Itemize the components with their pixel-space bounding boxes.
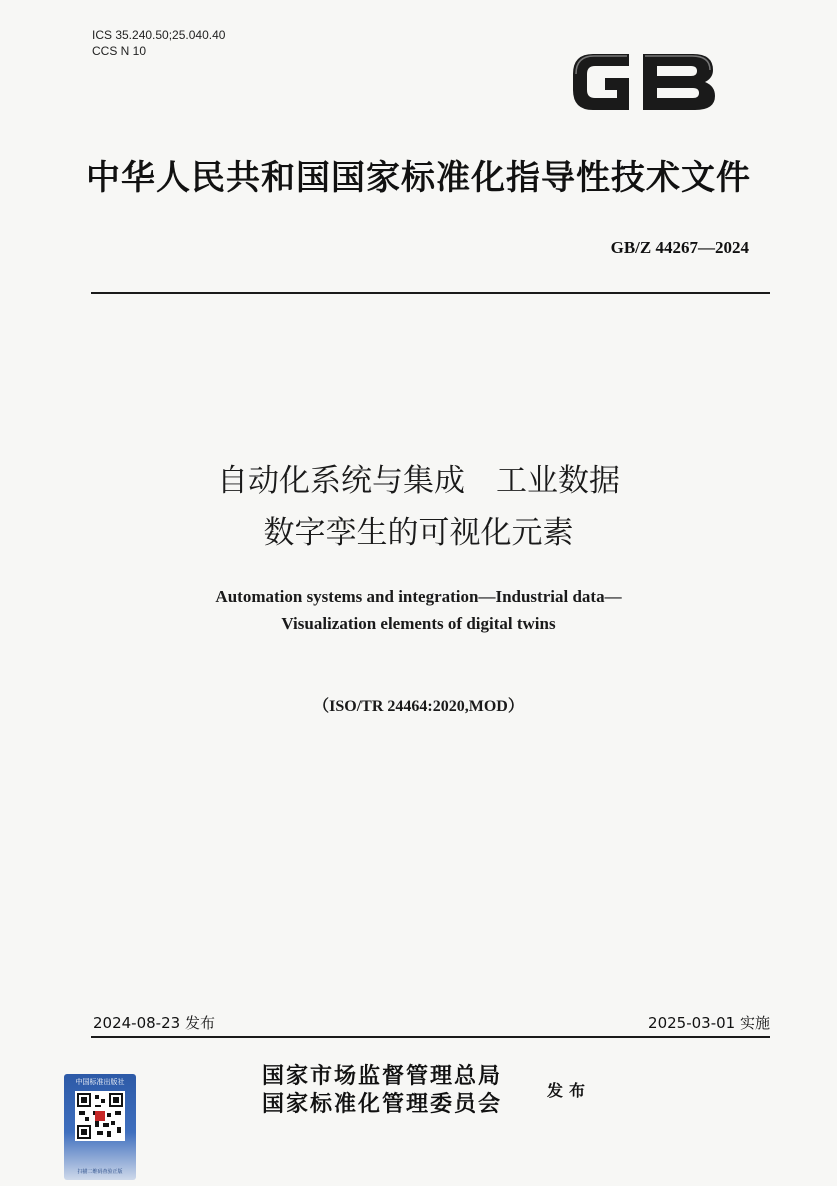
- bottom-divider: [91, 1036, 770, 1038]
- chinese-title-line-1: 自动化系统与集成 工业数据: [217, 463, 620, 499]
- standard-number: GB/Z 44267—2024: [610, 238, 749, 257]
- english-title-line-1: Automation systems and integration—Industrial data—: [215, 587, 622, 606]
- ccs-code: CCS N 10: [92, 44, 147, 58]
- authority-sac: 国家标准化管理委员会: [262, 1092, 503, 1117]
- publish-label: 发布: [547, 1081, 592, 1100]
- implementation-date: 2025-03-01 实施: [648, 1014, 770, 1032]
- chinese-title-line-2: 数字孪生的可视化元素: [263, 515, 574, 551]
- issuing-authorities: [262, 1063, 502, 1119]
- authority-samr: 国家市场监督管理总局: [262, 1064, 503, 1089]
- sticker-footer: 扫描二维码查验正版: [77, 1169, 123, 1175]
- english-title-line-2: Visualization elements of digital twins: [281, 614, 556, 633]
- classification-codes: [92, 27, 225, 59]
- ics-code: ICS 35.240.50;25.040.40: [92, 28, 226, 42]
- gb-logo: [563, 40, 723, 120]
- issue-date: 2024-08-23 发布: [93, 1014, 215, 1032]
- document-type-title: 中华人民共和国国家标准化指导性技术文件: [86, 158, 751, 198]
- adoption-reference: （ISO/TR 24464:2020,MOD）: [313, 698, 524, 715]
- sticker-header: 中国标准出版社: [75, 1078, 125, 1086]
- anti-counterfeit-sticker: [64, 1074, 136, 1180]
- top-divider: [91, 292, 770, 294]
- qr-code-icon: [75, 1091, 125, 1141]
